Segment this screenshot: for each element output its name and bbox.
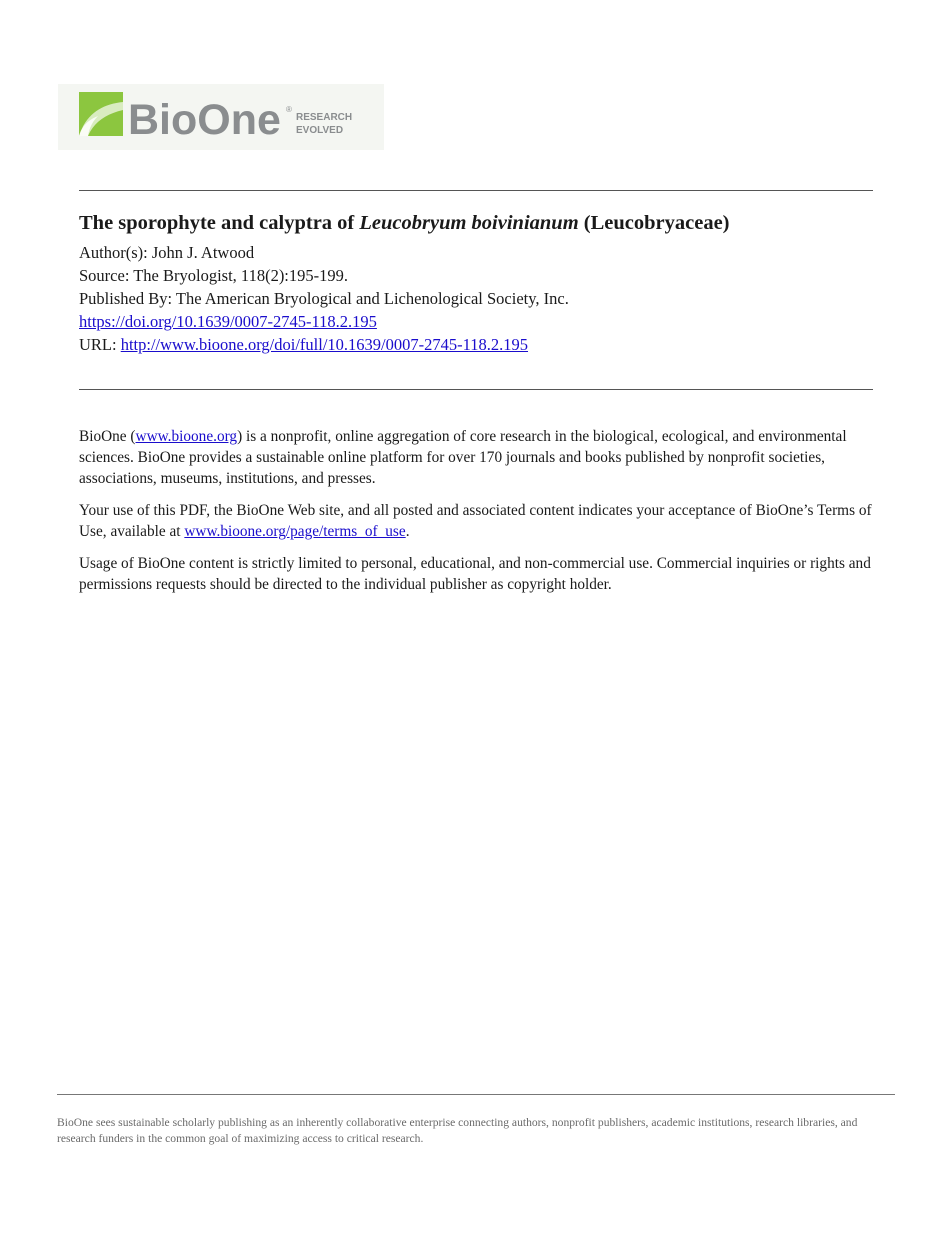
middle-divider [79, 389, 873, 390]
usage-restriction-paragraph: Usage of BioOne content is strictly limited to personal, educational, and non-commercial use. Commercial inquiries or rights and permissions requests should be directed to the individual publisher as copyright holder. [79, 555, 871, 593]
doi-link[interactable]: https://doi.org/10.1639/0007-2745-118.2.195 [79, 312, 377, 331]
logo-tagline-line-1: RESEARCH [296, 112, 353, 123]
title-suffix: (Leucobryaceae) [578, 212, 730, 234]
top-divider [79, 190, 873, 191]
bioone-logo [58, 84, 384, 150]
bioone-description-paragraph [79, 426, 879, 489]
article-title [79, 209, 873, 237]
logo-wordmark: BioOne [128, 96, 281, 144]
p1-text-before: BioOne ( [79, 428, 136, 445]
doi-line [79, 310, 873, 333]
usage-notice [79, 426, 879, 606]
title-species-name: Leucobryum boivinianum [359, 212, 579, 234]
terms-paragraph [79, 500, 879, 542]
url-link[interactable]: http://www.bioone.org/doi/full/10.1639/0007-2745-118.2.195 [120, 335, 529, 354]
p2-text-before: Your use of this PDF, the BioOne Web site, and all posted and associated content indicates your acceptance of BioOne’s Terms of Use, available at [79, 502, 872, 540]
url-line [79, 333, 873, 356]
p2-text-after: . [405, 523, 410, 540]
footer-statement: BioOne sees sustainable scholarly publishing as an inherently collaborative enterprise connecting authors, nonprofit publishers, academic institutions, research libraries, and research funders in the common goal of maximizing access to critical research. [57, 1116, 858, 1145]
logo-tagline-line-2: EVOLVED [296, 125, 344, 136]
url-label: URL: [79, 335, 121, 354]
source-line: Source: The Bryologist, 118(2):195-199. [79, 266, 349, 285]
article-citation [79, 209, 873, 356]
terms-of-use-link[interactable]: www.bioone.org/page/terms_of_use [184, 523, 406, 540]
bioone-home-link[interactable]: www.bioone.org [135, 428, 238, 445]
publisher-line: Published By: The American Bryological and Lichenological Society, Inc. [79, 289, 569, 308]
bioone-logo-graphic [58, 84, 384, 150]
p1-text-after: ) is a nonprofit, online aggregation of core research in the biological, ecological, and environmental sciences. BioOne provides a sustainable online platform for over 170 journals and books published by nonprofit societies, associations, museums, institutions, and presses. [79, 428, 847, 487]
title-prefix: The sporophyte and calyptra of [79, 212, 360, 234]
author-line: Author(s): John J. Atwood [79, 243, 255, 262]
logo-registered-mark: ® [286, 105, 292, 114]
footer-divider [57, 1094, 895, 1095]
